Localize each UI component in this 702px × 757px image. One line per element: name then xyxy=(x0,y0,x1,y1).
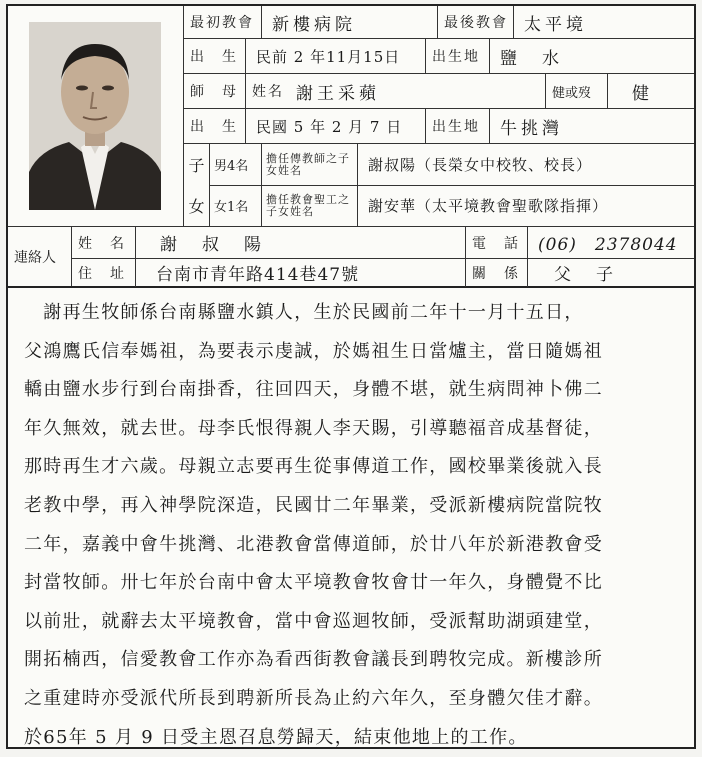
pastor-record-form xyxy=(6,4,696,749)
photo-frame xyxy=(8,6,184,226)
children-label-char-2: 女 xyxy=(188,197,205,216)
pastor-birth-row xyxy=(184,39,694,74)
address-label: 住 址 xyxy=(72,258,136,287)
wife-birth-date: 民國 5 年 2 月 7 日 xyxy=(246,109,426,143)
daughters-role-label: 擔任教會聖工之子女姓名 xyxy=(262,185,358,226)
birthplace-value: 鹽 水 xyxy=(500,48,563,69)
biography-text xyxy=(8,294,694,757)
children-block xyxy=(184,144,694,226)
wife-name-label: 姓名 xyxy=(252,84,284,100)
address-value: 台南市青年路414巷47號 xyxy=(136,258,466,287)
biography-line: 轎由鹽水步行到台南掛香，往回四天，身體不堪，就生病問神卜佛二 xyxy=(24,379,603,401)
biography-line: 老教中學，再入神學院深造，民國廿二年畢業，受派新樓病院當院牧 xyxy=(24,494,603,516)
sons-value: 謝叔陽（長榮女中校牧、校長） xyxy=(368,156,593,174)
wife-name-row xyxy=(184,74,694,109)
biography-line: 開拓楠西，信愛教會工作亦為看西街教會議長到聘牧完成。新樓診所 xyxy=(24,649,603,671)
children-section-label xyxy=(184,144,210,226)
wife-name-value: 謝王采蘋 xyxy=(294,74,546,108)
first-church-value: 新樓病院 xyxy=(262,6,438,38)
biography-line: 二年，嘉義中會牛挑灣、北港教會當傳道師，於廿八年於新港教會受 xyxy=(24,533,603,555)
portrait-illustration xyxy=(29,22,161,210)
health-status-value: 健 xyxy=(632,83,653,104)
sons-row xyxy=(210,144,694,186)
contact-section-label: 連絡人 xyxy=(8,227,72,286)
biography-line: 年久無效，就去世。母李氏恨得親人李天賜，引導聽福音成基督徒， xyxy=(24,417,603,439)
biography-line: 那時再生才六歲。母親立志要再生從事傳道工作，國校畢業後就入長 xyxy=(24,456,603,478)
sons-role-label: 擔任傳教師之子女姓名 xyxy=(262,144,358,185)
sons-count: 男4名 xyxy=(210,144,262,185)
daughters-count: 女1名 xyxy=(210,185,262,226)
relation-value: 父 子 xyxy=(554,265,617,285)
pastor-portrait-photo xyxy=(29,22,161,210)
biography-line: 於65年 5 月 9 日受主恩召息勞歸天，結束他地上的工作。 xyxy=(24,726,528,748)
phone-value: (06) 2378044 xyxy=(538,235,678,255)
health-status-label: 健或歿 xyxy=(546,74,608,108)
contact-name-value: 謝 叔 陽 xyxy=(136,227,466,258)
biography-line: 謝再生牧師係台南縣鹽水鎮人，生於民國前二年十一月十五日， xyxy=(24,302,584,323)
contact-name-label: 姓 名 xyxy=(72,227,136,258)
children-label-char-1: 子 xyxy=(188,156,205,175)
wife-role-label: 師 母 xyxy=(184,74,246,108)
contact-block xyxy=(8,226,694,288)
biography-line: 以前壯，就辭去太平境教會，當中會巡迴牧師，受派幫助湖頭建堂， xyxy=(24,610,603,632)
wife-birthplace-label: 出生地 xyxy=(426,109,490,143)
last-church-value: 太平境 xyxy=(524,14,587,35)
contact-address-row xyxy=(72,258,694,287)
biography-line: 封當牧師。卅七年於台南中會太平境教會牧會廿一年久，身體覺不比 xyxy=(24,572,603,594)
wife-birth-label: 出 生 xyxy=(184,109,246,143)
birth-label: 出 生 xyxy=(184,39,246,73)
contact-name-row xyxy=(72,227,694,259)
first-church-label: 最初教會 xyxy=(184,6,262,38)
daughters-row xyxy=(210,185,694,226)
church-row xyxy=(184,6,694,39)
wife-birth-row xyxy=(184,109,694,144)
birthplace-label: 出生地 xyxy=(426,39,490,73)
phone-label: 電 話 xyxy=(466,227,528,258)
biography-line: 父鴻鷹氏信奉媽祖，為要表示虔誠，於媽祖生日當爐主，當日隨媽祖 xyxy=(24,340,603,362)
biography-line: 之重建時亦受派代所長到聘新所長為止約六年久，至身體欠佳才辭。 xyxy=(24,687,603,709)
daughters-value: 謝安華（太平境教會聖歌隊指揮） xyxy=(368,197,609,215)
wife-birthplace-value: 牛挑灣 xyxy=(500,118,563,139)
birth-date: 民前 2 年11月15日 xyxy=(246,39,426,73)
relation-label: 關 係 xyxy=(466,258,528,287)
last-church-label: 最後教會 xyxy=(438,6,514,38)
